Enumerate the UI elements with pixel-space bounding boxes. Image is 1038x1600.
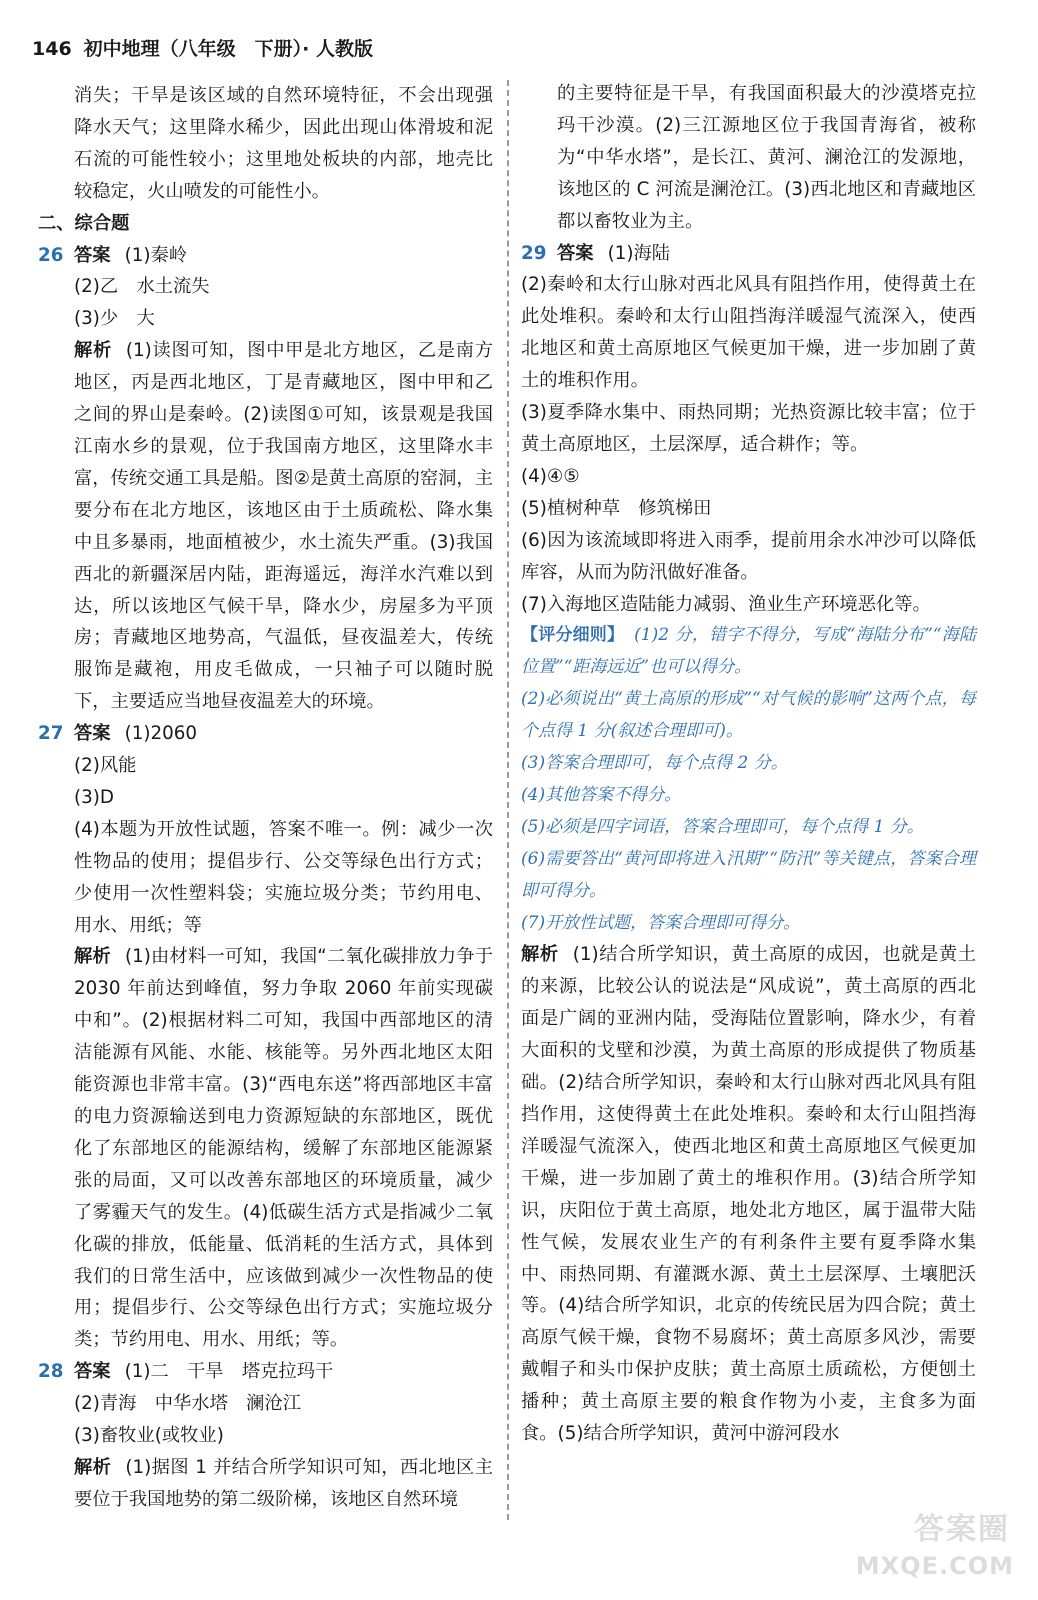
answer-line: (3)少 大 xyxy=(74,308,155,330)
continued-paragraph: 消失；干旱是该区域的自然环境特征，不会出现强降水天气；这里降水稀少，因此出现山体滑坡和泥石流的可能性较小；这里地处板块的内部，地壳比较稳定，火山喷发的可能性小。 xyxy=(74,85,493,202)
page-number: 146 xyxy=(32,38,72,60)
analysis-label: 解析 xyxy=(521,944,559,966)
answer-line: (3)D xyxy=(74,786,114,808)
analysis-text: (1)据图 1 并结合所学知识可知，西北地区主要位于我国地势的第二级阶梯，该地区自然环境 xyxy=(74,1456,493,1510)
question-27 xyxy=(38,718,493,1356)
answer-line: (2)青海 中华水塔 澜沧江 xyxy=(74,1393,301,1415)
question-26 xyxy=(38,240,493,719)
question-number: 27 xyxy=(38,723,64,745)
rubric-item: (5)必须是四字词语，答案合理即可，每个点得 1 分。 xyxy=(521,816,924,837)
answer-line: (4)本题为开放性试题，答案不唯一。例：减少一次性物品的使用；提倡步行、公交等绿色出行方式；少使用一次性塑料袋；实施垃圾分类；节约用电、用水、用纸；等 xyxy=(74,818,493,936)
continued-paragraph: 的主要特征是干旱，有我国面积最大的沙漠塔克拉玛干沙漠。(2)三江源地区位于我国青海省，被称为“中华水塔”，是长江、黄河、澜沧江的发源地，该地区的 C 河流是澜沧江。(3)西北地区和青藏地区都以畜牧业为主。 xyxy=(557,83,976,232)
question-29 xyxy=(521,238,976,1450)
answer-line: (1)海陆 xyxy=(607,242,671,264)
answer-line: (4)④⑤ xyxy=(521,465,580,487)
scoring-rubric xyxy=(521,620,976,939)
section-title: 二、综合题 xyxy=(38,212,130,234)
analysis-label: 解析 xyxy=(74,340,112,362)
analysis-text: (1)读图可知，图中甲是北方地区，乙是南方地区，丙是西北地区，丁是青藏地区，图中甲和乙之间的界山是秦岭。(2)读图①可知，该景观是我国江南水乡的景观，位于我国南方地区，这里降水丰富，传统交通工具是船。图②是黄土高原的窑洞，主要分布在北方地区，该地区由于土质疏松、降水集中且多暴雨，地面植被少，水土流失严重。(3)我国西北的新疆深居内陆，距海遥远，海洋水汽难以到达，所以该地区气候干旱，降水少，房屋多为平顶房；青藏地区地势高，气温低，昼夜温差大，传统服饰是藏袍，用皮毛做成，一只袖子可以随时脱下，主要适应当地昼夜温差大的环境。 xyxy=(74,340,494,713)
book-title: 初中地理（八年级 下册）· 人教版 xyxy=(83,38,374,60)
answer-line: (1)2060 xyxy=(124,723,197,745)
answer-line: (7)入海地区造陆能力减弱、渔业生产环境恶化等。 xyxy=(521,593,931,615)
question-number: 28 xyxy=(38,1361,64,1383)
rubric-item: (1)2 分，错字不得分，写成“海陆分布”“海陆位置”“距海远近”也可以得分。 xyxy=(521,625,976,678)
answer-line: (3)畜牧业(或牧业) xyxy=(74,1425,224,1447)
rubric-item: (4)其他答案不得分。 xyxy=(521,784,682,805)
question-number: 26 xyxy=(38,244,64,266)
answer-line: (1)秦岭 xyxy=(124,244,188,266)
left-column xyxy=(38,80,493,1516)
answer-line: (3)夏季降水集中、雨热同期；光热资源比较丰富；位于黄土高原地区，土层深厚，适合耕作；等。 xyxy=(521,402,976,455)
answer-line: (6)因为该流域即将进入雨季，提前用余水冲沙可以降低库容，从而为防汛做好准备。 xyxy=(521,529,976,583)
column-divider xyxy=(507,80,509,1520)
answer-line: (2)乙 水土流失 xyxy=(74,276,210,298)
answer-line: (2)秦岭和太行山脉对西北风具有阻挡作用，使得黄土在此处堆积。秦岭和太行山阻挡海洋暖湿气流深入，使西北地区和黄土高原地区气候更加干燥，进一步加剧了黄土的堆积作用。 xyxy=(521,274,976,392)
right-column xyxy=(521,78,976,1450)
watermark-logo xyxy=(855,1512,1018,1584)
answer-line: (1)二 干旱 塔克拉玛干 xyxy=(124,1361,334,1383)
rubric-label: 【评分细则】 xyxy=(521,625,625,646)
analysis-label: 解析 xyxy=(74,1456,112,1478)
answer-line: (5)植树种草 修筑梯田 xyxy=(521,497,712,519)
answer-label: 答案 xyxy=(74,723,111,745)
watermark-url: MXQE.COM xyxy=(855,1552,1014,1580)
rubric-item: (7)开放性试题，答案合理即可得分。 xyxy=(521,912,801,933)
watermark-text: 答案圈 xyxy=(914,1512,1010,1547)
rubric-item: (2)必须说出“黄土高原的形成”“对气候的影响”这两个点，每个点得 1 分(叙述合理即可)。 xyxy=(521,689,976,742)
question-28 xyxy=(38,1356,493,1516)
analysis-text: (1)结合所学知识，黄土高原的成因，也就是黄土的来源，比较公认的说法是“风成说”，黄土高原的西北面是广阔的亚洲内陆，受海陆位置影响，降水少，有着大面积的戈壁和沙漠，为黄土高原的形成提供了物质基础。(2)结合所学知识，秦岭和太行山脉对西北风具有阻挡作用，这使得黄土在此处堆积。秦岭和太行山阻挡海洋暖湿气流深入，使西北地区和黄土高原地区气候更加干燥，进一步加剧了黄土的堆积作用。(3)结合所学知识，庆阳位于黄土高原，地处北方地区，属于温带大陆性气候，发展农业生产的有利条件主要有夏季降水集中、雨热同期、有灌溉水源、黄土土层深厚、土壤肥沃等。(4)结合所学知识，北京的传统民居为四合院；黄土高原气候干燥，食物不易腐坏；黄土高原多风沙，需要戴帽子和头巾保护皮肤；黄土高原土质疏松，方便刨土播种；黄土高原主要的粮食作物为小麦，主食多为面食。(5)结合所学知识，黄河中游河段水 xyxy=(521,944,977,1445)
rubric-item: (3)答案合理即可，每个点得 2 分。 xyxy=(521,753,788,774)
answer-label: 答案 xyxy=(74,1361,111,1383)
rubric-item: (6)需要答出“黄河即将进入汛期”“防汛”等关键点，答案合理即可得分。 xyxy=(521,848,976,901)
analysis-text: (1)由材料一可知，我国“二氧化碳排放力争于 2030 年前达到峰值，努力争取 2060 年前实现碳中和”。(2)根据材料二可知，我国中西部地区的清洁能源有风能、水能、核能等。另外西北地区太阳能资源也非常丰富。(3)“西电东送”将西部地区丰富的电力资源输送到电力资源短缺的东部地区，既优化了东部地区的能源结构，缓解了东部地区能源紧张的局面，又可以改善东部地区的环境质量，减少了雾霾天气的发生。(4)低碳生活方式是指减少二氧化碳的排放，低能量、低消耗的生活方式，具体到我们的日常生活中，应该做到减少一次性物品的使用；提倡步行、公交等绿色出行方式；实施垃圾分类；节约用电、用水、用纸；等。 xyxy=(74,946,494,1351)
answer-label: 答案 xyxy=(74,244,111,266)
page-header xyxy=(32,34,373,64)
question-number: 29 xyxy=(521,242,547,264)
answer-label: 答案 xyxy=(557,242,594,264)
analysis-label: 解析 xyxy=(74,946,111,968)
answer-line: (2)风能 xyxy=(74,755,137,777)
